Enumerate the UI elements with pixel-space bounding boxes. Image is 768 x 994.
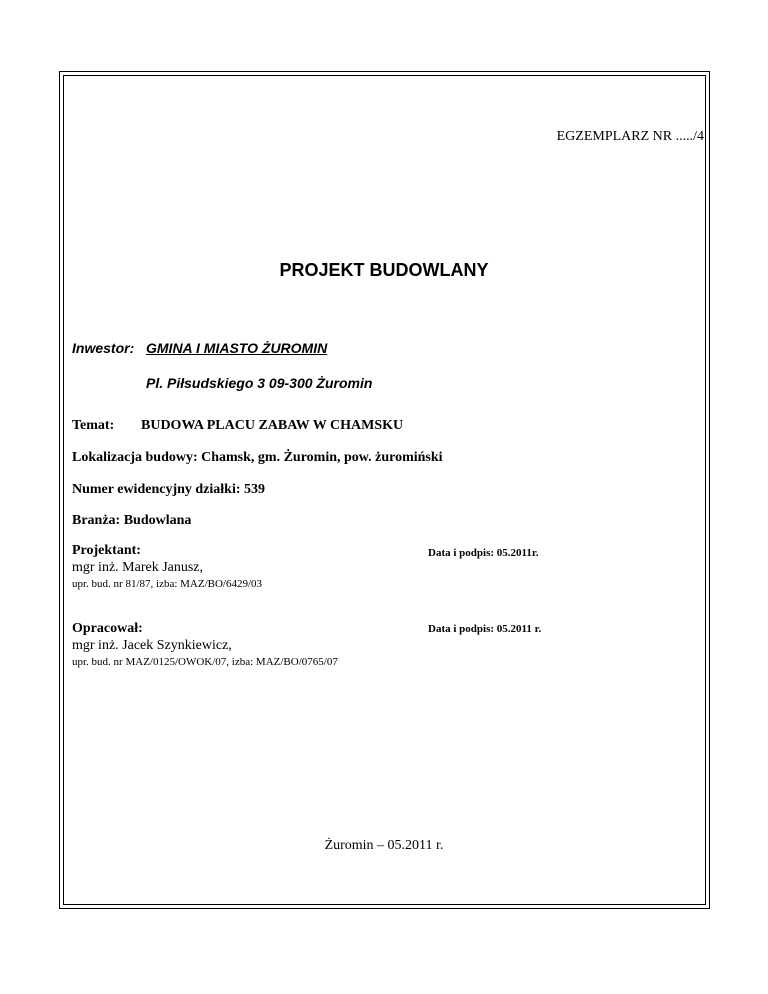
prepared-by-block [72, 620, 338, 671]
investor-label: Inwestor: [72, 340, 135, 356]
footer-place-date: Żuromin – 05.2011 r. [324, 838, 444, 853]
investor-address: Pl. Piłsudskiego 3 09-300 Żuromin [146, 375, 373, 391]
subject-label: Temat: [72, 418, 115, 433]
designer-date-signature: Data i podpis: 05.2011r. [428, 547, 539, 559]
designer-block [72, 542, 262, 593]
plot-number-line: Numer ewidencyjny działki: 539 [72, 482, 266, 497]
designer-name: mgr inż. Marek Janusz, [72, 560, 204, 575]
prepared-by-name: mgr inż. Jacek Szynkiewicz, [72, 638, 232, 653]
prepared-by-credentials: upr. bud. nr MAZ/0125/OWOK/07, izba: MAZ/BO/0765/07 [72, 656, 338, 668]
investor-name: GMINA I MIASTO ŻUROMIN [146, 340, 328, 356]
designer-credentials: upr. bud. nr 81/87, izba: MAZ/BO/6429/03 [72, 578, 263, 590]
location-line: Lokalizacja budowy: Chamsk, gm. Żuromin, pow. żuromiński [72, 450, 443, 465]
designer-role: Projektant: [72, 543, 141, 558]
subject-value: BUDOWA PLACU ZABAW W CHAMSKU [141, 418, 404, 433]
prepared-by-role: Opracował: [72, 621, 143, 636]
prepared-by-date-signature: Data i podpis: 05.2011 r. [428, 623, 542, 635]
document-title: PROJEKT BUDOWLANY [279, 260, 489, 280]
branch-line: Branża: Budowlana [72, 513, 192, 528]
copy-number: EGZEMPLARZ NR ...../4 [556, 129, 704, 144]
